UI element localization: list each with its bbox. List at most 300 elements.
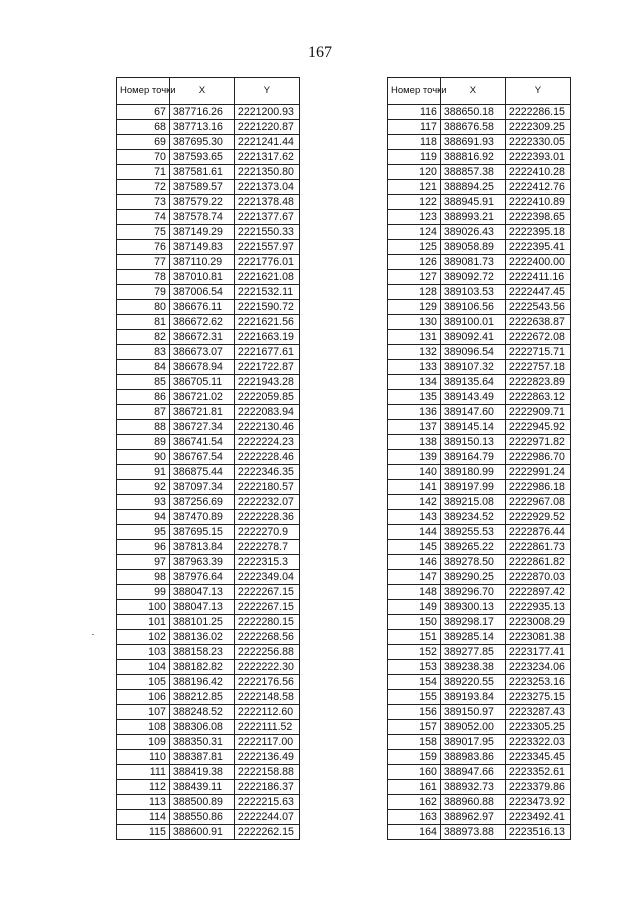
cell-y: 2223379.86 <box>505 780 570 795</box>
cell-x: 387010.81 <box>169 270 234 285</box>
cell-x: 386678.94 <box>169 360 234 375</box>
table-row <box>388 525 571 540</box>
cell-point-number: 87 <box>117 405 170 420</box>
cell-point-number: 133 <box>388 360 441 375</box>
cell-y: 2222267.15 <box>234 585 299 600</box>
cell-x: 387695.15 <box>169 525 234 540</box>
cell-y: 2223177.41 <box>505 645 570 660</box>
cell-point-number: 126 <box>388 255 441 270</box>
table-row <box>117 555 300 570</box>
cell-y: 2221373.04 <box>234 180 299 195</box>
table-row <box>388 555 571 570</box>
cell-y: 2222861.82 <box>505 555 570 570</box>
cell-x: 388419.38 <box>169 765 234 780</box>
table-row <box>388 420 571 435</box>
table-row <box>388 330 571 345</box>
cell-x: 388960.88 <box>440 795 505 810</box>
cell-y: 2222346.35 <box>234 465 299 480</box>
cell-y: 2223287.43 <box>505 705 570 720</box>
cell-point-number: 95 <box>117 525 170 540</box>
cell-y: 2222715.71 <box>505 345 570 360</box>
cell-y: 2222395.18 <box>505 225 570 240</box>
cell-y: 2222315.3 <box>234 555 299 570</box>
cell-y: 2221550.33 <box>234 225 299 240</box>
cell-x: 389278.50 <box>440 555 505 570</box>
cell-x: 388047.13 <box>169 585 234 600</box>
cell-x: 387976.64 <box>169 570 234 585</box>
table-row <box>117 270 300 285</box>
table-row <box>388 375 571 390</box>
cell-x: 386676.11 <box>169 300 234 315</box>
table-row <box>117 780 300 795</box>
cell-x: 389058.89 <box>440 240 505 255</box>
cell-point-number: 141 <box>388 480 441 495</box>
cell-y: 2222158.88 <box>234 765 299 780</box>
table-row <box>117 210 300 225</box>
cell-x: 389300.13 <box>440 600 505 615</box>
cell-x: 387110.29 <box>169 255 234 270</box>
cell-y: 2221621.08 <box>234 270 299 285</box>
cell-point-number: 161 <box>388 780 441 795</box>
cell-x: 388650.18 <box>440 105 505 120</box>
coordinates-table-right <box>387 77 571 840</box>
table-row <box>388 150 571 165</box>
cell-x: 387149.83 <box>169 240 234 255</box>
cell-x: 389197.99 <box>440 480 505 495</box>
cell-x: 388857.38 <box>440 165 505 180</box>
table-row <box>388 600 571 615</box>
cell-point-number: 110 <box>117 750 170 765</box>
cell-x: 389234.52 <box>440 510 505 525</box>
cell-y: 2223008.29 <box>505 615 570 630</box>
cell-x: 389215.08 <box>440 495 505 510</box>
cell-point-number: 76 <box>117 240 170 255</box>
table-row <box>388 120 571 135</box>
cell-y: 2222267.15 <box>234 600 299 615</box>
cell-y: 2223305.25 <box>505 720 570 735</box>
cell-x: 389092.72 <box>440 270 505 285</box>
cell-y: 2222400.00 <box>505 255 570 270</box>
cell-y: 2222136.49 <box>234 750 299 765</box>
cell-point-number: 158 <box>388 735 441 750</box>
cell-point-number: 108 <box>117 720 170 735</box>
cell-y: 2221200.93 <box>234 105 299 120</box>
cell-y: 2221776.01 <box>234 255 299 270</box>
cell-point-number: 105 <box>117 675 170 690</box>
cell-x: 389298.17 <box>440 615 505 630</box>
cell-x: 388101.25 <box>169 615 234 630</box>
table-row <box>388 675 571 690</box>
cell-point-number: 98 <box>117 570 170 585</box>
cell-y: 2223352.61 <box>505 765 570 780</box>
table-row <box>117 255 300 270</box>
cell-y: 2221663.19 <box>234 330 299 345</box>
table-row <box>117 405 300 420</box>
cell-y: 2222411.16 <box>505 270 570 285</box>
cell-point-number: 160 <box>388 765 441 780</box>
cell-y: 2222986.70 <box>505 450 570 465</box>
cell-y: 2222215.63 <box>234 795 299 810</box>
table-row <box>388 480 571 495</box>
table-row <box>117 675 300 690</box>
cell-y: 2222270.9 <box>234 525 299 540</box>
cell-point-number: 100 <box>117 600 170 615</box>
cell-y: 2222757.18 <box>505 360 570 375</box>
cell-point-number: 72 <box>117 180 170 195</box>
cell-point-number: 163 <box>388 810 441 825</box>
cell-point-number: 67 <box>117 105 170 120</box>
cell-point-number: 113 <box>117 795 170 810</box>
cell-x: 389107.32 <box>440 360 505 375</box>
cell-x: 388387.81 <box>169 750 234 765</box>
table-row <box>388 270 571 285</box>
cell-x: 388993.21 <box>440 210 505 225</box>
cell-x: 386875.44 <box>169 465 234 480</box>
cell-point-number: 137 <box>388 420 441 435</box>
cell-x: 389150.97 <box>440 705 505 720</box>
cell-point-number: 114 <box>117 810 170 825</box>
cell-x: 388973.88 <box>440 825 505 840</box>
cell-x: 387149.29 <box>169 225 234 240</box>
cell-point-number: 147 <box>388 570 441 585</box>
table-row <box>388 285 571 300</box>
cell-point-number: 74 <box>117 210 170 225</box>
cell-point-number: 109 <box>117 735 170 750</box>
cell-x: 389103.53 <box>440 285 505 300</box>
cell-y: 2221621.56 <box>234 315 299 330</box>
table-row <box>388 585 571 600</box>
cell-point-number: 134 <box>388 375 441 390</box>
table-row <box>388 300 571 315</box>
cell-y: 2222395.41 <box>505 240 570 255</box>
table-row <box>117 360 300 375</box>
table-row <box>117 420 300 435</box>
cell-x: 387716.26 <box>169 105 234 120</box>
cell-x: 388983.86 <box>440 750 505 765</box>
cell-y: 2222986.18 <box>505 480 570 495</box>
cell-y: 2222059.85 <box>234 390 299 405</box>
table-row <box>117 315 300 330</box>
table-row <box>388 810 571 825</box>
cell-y: 2222112.60 <box>234 705 299 720</box>
cell-point-number: 94 <box>117 510 170 525</box>
cell-x: 388894.25 <box>440 180 505 195</box>
cell-point-number: 104 <box>117 660 170 675</box>
cell-point-number: 127 <box>388 270 441 285</box>
cell-x: 389147.60 <box>440 405 505 420</box>
cell-y: 2222280.15 <box>234 615 299 630</box>
cell-point-number: 111 <box>117 765 170 780</box>
cell-point-number: 139 <box>388 450 441 465</box>
header-point-number: Номер точки <box>388 78 441 105</box>
cell-point-number: 81 <box>117 315 170 330</box>
table-row <box>117 720 300 735</box>
table-row <box>388 645 571 660</box>
cell-x: 387097.34 <box>169 480 234 495</box>
table-row <box>117 240 300 255</box>
cell-point-number: 112 <box>117 780 170 795</box>
table-row <box>117 825 300 840</box>
cell-point-number: 124 <box>388 225 441 240</box>
cell-point-number: 79 <box>117 285 170 300</box>
cell-point-number: 99 <box>117 585 170 600</box>
cell-point-number: 91 <box>117 465 170 480</box>
cell-point-number: 151 <box>388 630 441 645</box>
cell-x: 388691.93 <box>440 135 505 150</box>
table-row <box>117 510 300 525</box>
cell-x: 389096.54 <box>440 345 505 360</box>
cell-x: 386673.07 <box>169 345 234 360</box>
cell-y: 2221943.28 <box>234 375 299 390</box>
cell-point-number: 131 <box>388 330 441 345</box>
header-x: X <box>440 78 505 105</box>
cell-point-number: 116 <box>388 105 441 120</box>
cell-x: 389026.43 <box>440 225 505 240</box>
cell-y: 2222909.71 <box>505 405 570 420</box>
table-row <box>388 225 571 240</box>
cell-y: 2222935.13 <box>505 600 570 615</box>
cell-y: 2222262.15 <box>234 825 299 840</box>
cell-y: 2221378.48 <box>234 195 299 210</box>
cell-point-number: 159 <box>388 750 441 765</box>
cell-y: 2221377.67 <box>234 210 299 225</box>
cell-x: 389052.00 <box>440 720 505 735</box>
cell-point-number: 153 <box>388 660 441 675</box>
cell-y: 2222945.92 <box>505 420 570 435</box>
cell-y: 2222412.76 <box>505 180 570 195</box>
cell-y: 2222148.58 <box>234 690 299 705</box>
cell-x: 388932.73 <box>440 780 505 795</box>
header-y: Y <box>234 78 299 105</box>
table-row <box>117 525 300 540</box>
table-row <box>388 345 571 360</box>
table-row <box>117 300 300 315</box>
cell-point-number: 103 <box>117 645 170 660</box>
cell-x: 387470.89 <box>169 510 234 525</box>
cell-x: 389290.25 <box>440 570 505 585</box>
cell-y: 2222876.44 <box>505 525 570 540</box>
cell-point-number: 136 <box>388 405 441 420</box>
table-row <box>117 540 300 555</box>
cell-point-number: 128 <box>388 285 441 300</box>
cell-x: 386721.81 <box>169 405 234 420</box>
cell-point-number: 96 <box>117 540 170 555</box>
cell-point-number: 78 <box>117 270 170 285</box>
cell-x: 387589.57 <box>169 180 234 195</box>
table-row <box>388 720 571 735</box>
table-row <box>388 255 571 270</box>
cell-point-number: 148 <box>388 585 441 600</box>
cell-y: 2222991.24 <box>505 465 570 480</box>
cell-x: 388350.31 <box>169 735 234 750</box>
cell-y: 2221722.87 <box>234 360 299 375</box>
cell-y: 2222228.36 <box>234 510 299 525</box>
cell-point-number: 75 <box>117 225 170 240</box>
cell-y: 2223234.06 <box>505 660 570 675</box>
cell-point-number: 129 <box>388 300 441 315</box>
cell-point-number: 122 <box>388 195 441 210</box>
table-row <box>117 480 300 495</box>
table-body <box>117 105 300 840</box>
table-row <box>117 450 300 465</box>
cell-x: 388196.42 <box>169 675 234 690</box>
cell-x: 386727.34 <box>169 420 234 435</box>
cell-y: 2223322.03 <box>505 735 570 750</box>
table-row <box>117 630 300 645</box>
cell-x: 386721.02 <box>169 390 234 405</box>
table-row <box>388 195 571 210</box>
cell-x: 388439.11 <box>169 780 234 795</box>
cell-y: 2222398.65 <box>505 210 570 225</box>
table-row <box>117 765 300 780</box>
table-row <box>388 540 571 555</box>
cell-y: 2222130.46 <box>234 420 299 435</box>
cell-y: 2222278.7 <box>234 540 299 555</box>
cell-x: 388306.08 <box>169 720 234 735</box>
cell-y: 2221557.97 <box>234 240 299 255</box>
cell-point-number: 156 <box>388 705 441 720</box>
cell-y: 2222268.56 <box>234 630 299 645</box>
table-row <box>388 240 571 255</box>
table-row <box>117 645 300 660</box>
table-row <box>388 780 571 795</box>
cell-y: 2222349.04 <box>234 570 299 585</box>
cell-y: 2222111.52 <box>234 720 299 735</box>
cell-point-number: 71 <box>117 165 170 180</box>
cell-y: 2222228.46 <box>234 450 299 465</box>
cell-x: 387256.69 <box>169 495 234 510</box>
cell-x: 387963.39 <box>169 555 234 570</box>
cell-x: 387593.65 <box>169 150 234 165</box>
cell-point-number: 118 <box>388 135 441 150</box>
cell-y: 2222256.88 <box>234 645 299 660</box>
cell-point-number: 102 <box>117 630 170 645</box>
cell-y: 2222672.08 <box>505 330 570 345</box>
table-row <box>388 690 571 705</box>
cell-y: 2222232.07 <box>234 495 299 510</box>
cell-y: 2222244.07 <box>234 810 299 825</box>
cell-y: 2223345.45 <box>505 750 570 765</box>
cell-y: 2223516.13 <box>505 825 570 840</box>
cell-y: 2221241.44 <box>234 135 299 150</box>
table-row <box>117 225 300 240</box>
cell-y: 2223473.92 <box>505 795 570 810</box>
table-row <box>388 315 571 330</box>
cell-x: 388945.91 <box>440 195 505 210</box>
cell-y: 2222083.94 <box>234 405 299 420</box>
cell-point-number: 146 <box>388 555 441 570</box>
cell-x: 389180.99 <box>440 465 505 480</box>
table-row <box>117 195 300 210</box>
table-row <box>388 390 571 405</box>
cell-point-number: 90 <box>117 450 170 465</box>
table-row <box>117 285 300 300</box>
cell-y: 2222929.52 <box>505 510 570 525</box>
cell-point-number: 93 <box>117 495 170 510</box>
cell-x: 389106.56 <box>440 300 505 315</box>
cell-y: 2222823.89 <box>505 375 570 390</box>
table-row <box>117 600 300 615</box>
cell-point-number: 88 <box>117 420 170 435</box>
cell-y: 2222897.42 <box>505 585 570 600</box>
cell-point-number: 119 <box>388 150 441 165</box>
table-row <box>388 210 571 225</box>
table-row <box>117 495 300 510</box>
cell-x: 388500.89 <box>169 795 234 810</box>
cell-x: 387695.30 <box>169 135 234 150</box>
table-row <box>388 135 571 150</box>
table-row <box>388 465 571 480</box>
cell-y: 2221220.87 <box>234 120 299 135</box>
cell-point-number: 143 <box>388 510 441 525</box>
cell-y: 2222309.25 <box>505 120 570 135</box>
cell-x: 388947.66 <box>440 765 505 780</box>
table-row <box>117 345 300 360</box>
table-row <box>117 660 300 675</box>
cell-x: 389092.41 <box>440 330 505 345</box>
cell-x: 386741.54 <box>169 435 234 450</box>
cell-point-number: 83 <box>117 345 170 360</box>
cell-point-number: 149 <box>388 600 441 615</box>
header-point-number: Номер точки <box>117 78 170 105</box>
cell-y: 2222870.03 <box>505 570 570 585</box>
cell-x: 389220.55 <box>440 675 505 690</box>
cell-point-number: 86 <box>117 390 170 405</box>
cell-x: 386705.11 <box>169 375 234 390</box>
table-row <box>388 105 571 120</box>
cell-point-number: 101 <box>117 615 170 630</box>
table-row <box>388 180 571 195</box>
cell-x: 389285.14 <box>440 630 505 645</box>
cell-point-number: 142 <box>388 495 441 510</box>
cell-point-number: 120 <box>388 165 441 180</box>
cell-point-number: 130 <box>388 315 441 330</box>
table-row <box>117 180 300 195</box>
cell-x: 389100.01 <box>440 315 505 330</box>
table-row <box>117 810 300 825</box>
cell-point-number: 140 <box>388 465 441 480</box>
cell-point-number: 117 <box>388 120 441 135</box>
table-row <box>117 690 300 705</box>
table-row <box>117 375 300 390</box>
table-row <box>388 630 571 645</box>
table-row <box>117 795 300 810</box>
cell-x: 389164.79 <box>440 450 505 465</box>
cell-point-number: 82 <box>117 330 170 345</box>
table-row <box>388 615 571 630</box>
cell-x: 389150.13 <box>440 435 505 450</box>
cell-x: 386767.54 <box>169 450 234 465</box>
table-row <box>388 735 571 750</box>
cell-point-number: 85 <box>117 375 170 390</box>
cell-point-number: 92 <box>117 480 170 495</box>
cell-point-number: 135 <box>388 390 441 405</box>
cell-point-number: 125 <box>388 240 441 255</box>
cell-y: 2222967.08 <box>505 495 570 510</box>
cell-point-number: 89 <box>117 435 170 450</box>
cell-y: 2222863.12 <box>505 390 570 405</box>
cell-x: 388182.82 <box>169 660 234 675</box>
table-row <box>388 510 571 525</box>
cell-y: 2222971.82 <box>505 435 570 450</box>
cell-y: 2222117.00 <box>234 735 299 750</box>
cell-point-number: 154 <box>388 675 441 690</box>
table-row <box>117 750 300 765</box>
cell-y: 2222224.23 <box>234 435 299 450</box>
cell-x: 389277.85 <box>440 645 505 660</box>
table-row <box>388 450 571 465</box>
cell-x: 389193.84 <box>440 690 505 705</box>
